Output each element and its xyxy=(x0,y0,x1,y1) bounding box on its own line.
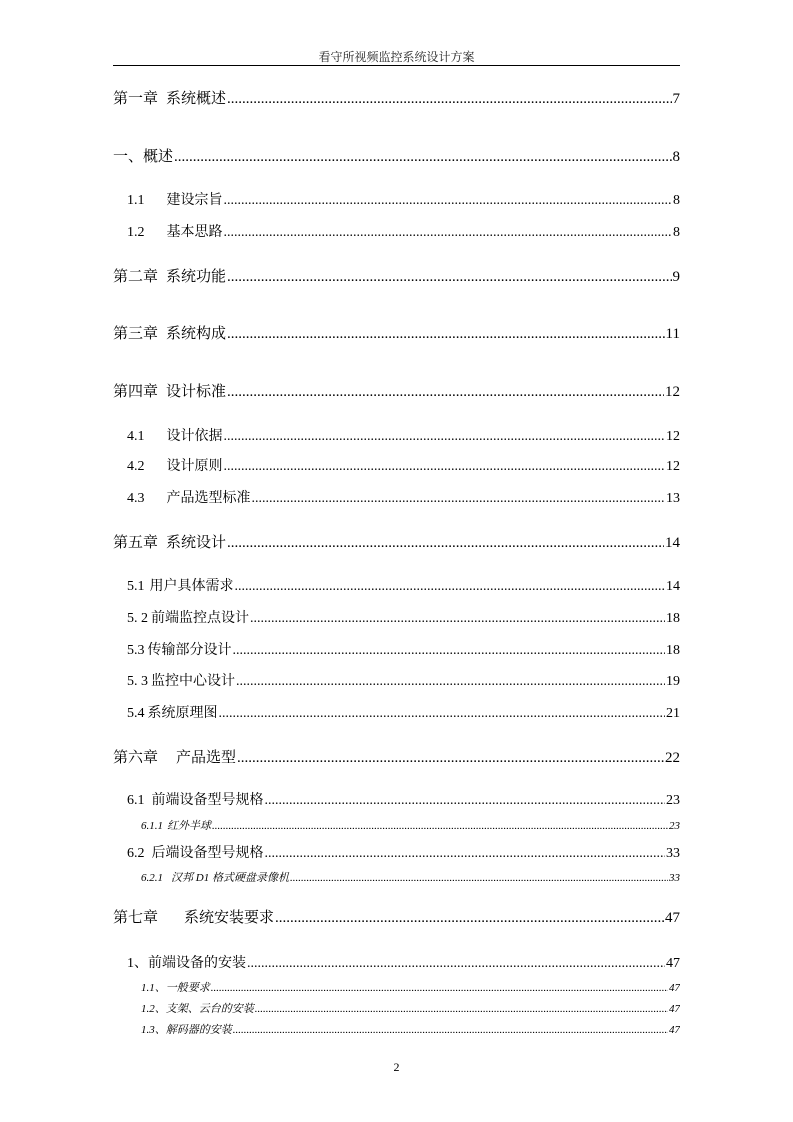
toc-page: 12 xyxy=(666,459,680,474)
toc-title: 系统概述 xyxy=(166,91,227,107)
toc-number: 4.3 xyxy=(127,491,145,506)
toc-leader-dots xyxy=(227,535,664,552)
toc-page: 13 xyxy=(666,491,680,506)
toc-title: 后端设备型号规格 xyxy=(151,846,264,861)
toc-page: 33 xyxy=(669,872,680,884)
toc-number: 1.3、 xyxy=(141,1024,166,1036)
toc-number: 一、 xyxy=(113,149,144,165)
toc-number: 5. 2 xyxy=(127,611,148,626)
toc-leader-dots xyxy=(235,579,666,595)
toc-number: 第一章 xyxy=(113,91,159,107)
toc-page: 14 xyxy=(665,535,680,551)
toc-number: 第七章 xyxy=(113,910,159,926)
toc-title: 系统安装要求 xyxy=(184,910,275,926)
toc-page: 14 xyxy=(666,579,680,594)
toc-number: 第二章 xyxy=(113,269,159,285)
toc-title: 解码器的安装 xyxy=(165,1024,232,1036)
toc-title: 系统功能 xyxy=(166,269,227,285)
toc-leader-dots xyxy=(233,1024,668,1036)
toc-entry-5-4[interactable] xyxy=(127,702,680,722)
toc-leader-dots xyxy=(227,91,671,108)
toc-page: 18 xyxy=(666,643,680,658)
toc-entry-6-1-1[interactable] xyxy=(141,817,680,833)
toc-title: 监控中心设计 xyxy=(151,674,235,689)
page-header-title: 看守所视频监控系统设计方案 xyxy=(318,50,475,64)
toc-title: 传输部分设计 xyxy=(147,643,232,658)
toc-leader-dots xyxy=(212,820,668,832)
toc-entry-7-1-2[interactable] xyxy=(141,1000,680,1016)
toc-title: 建设宗旨 xyxy=(166,193,223,208)
toc-page: 11 xyxy=(665,326,680,342)
toc-title: 前端监控点设计 xyxy=(151,611,249,626)
toc-page: 21 xyxy=(666,706,680,721)
toc-entry-5-3-transport[interactable] xyxy=(127,639,680,659)
toc-number: 6.2.1 xyxy=(141,872,163,884)
toc-number: 5.3 xyxy=(127,643,145,658)
toc-title: 前端设备的安装 xyxy=(148,956,246,971)
toc-title: 设计标准 xyxy=(166,384,227,400)
toc-title: 支架、云台的安装 xyxy=(165,1003,254,1015)
toc-title: 设计原则 xyxy=(166,459,223,474)
toc-leader-dots xyxy=(174,149,671,166)
toc-entry-6-2-1[interactable] xyxy=(141,869,680,885)
toc-leader-dots xyxy=(275,910,664,927)
toc-number: 5. 3 xyxy=(127,674,148,689)
page-number: 2 xyxy=(393,1060,400,1074)
toc-title: 系统构成 xyxy=(166,326,227,342)
toc-leader-dots xyxy=(255,1003,668,1015)
toc-number: 1.1 xyxy=(127,193,145,208)
toc-entry-chapter-7[interactable] xyxy=(113,906,680,927)
toc-title: 一般要求 xyxy=(165,982,210,994)
toc-number: 6.2 xyxy=(127,846,145,861)
toc-title: 红外半球 xyxy=(167,820,211,832)
toc-number: 1.2 xyxy=(127,225,145,240)
toc-number: 第四章 xyxy=(113,384,159,400)
toc-leader-dots xyxy=(233,643,666,659)
toc-page: 19 xyxy=(666,674,680,689)
toc-number: 4.1 xyxy=(127,429,145,444)
toc-leader-dots xyxy=(224,429,666,445)
header-rule xyxy=(113,65,680,66)
toc-page: 47 xyxy=(669,1003,680,1015)
toc-entry-chapter-5[interactable] xyxy=(113,531,680,552)
toc-entry-chapter-1[interactable] xyxy=(113,87,680,108)
toc-title: 产品选型 xyxy=(176,750,237,766)
toc-entry-6-2[interactable] xyxy=(127,842,680,862)
toc-page: 18 xyxy=(666,611,680,626)
toc-leader-dots xyxy=(227,384,664,401)
toc-entry-chapter-3[interactable] xyxy=(113,322,680,343)
toc-title: 概述 xyxy=(143,149,174,165)
toc-leader-dots xyxy=(290,872,668,884)
toc-number: 第五章 xyxy=(113,535,159,551)
toc-leader-dots xyxy=(247,956,665,972)
toc-page: 9 xyxy=(672,269,680,285)
toc-number: 1.2、 xyxy=(141,1003,166,1015)
toc-leader-dots xyxy=(224,459,666,475)
toc-title: 设计依据 xyxy=(166,429,223,444)
toc-page: 47 xyxy=(666,956,680,971)
toc-page: 47 xyxy=(669,1024,680,1036)
toc-page: 33 xyxy=(666,846,680,861)
toc-leader-dots xyxy=(224,225,673,241)
toc-entry-7-1[interactable] xyxy=(127,952,680,972)
toc-page: 8 xyxy=(672,149,680,165)
toc-number: 1、 xyxy=(127,956,148,971)
toc-entry-chapter-2[interactable] xyxy=(113,265,680,286)
toc-entry-4-3[interactable] xyxy=(127,487,680,507)
toc-entry-7-1-1[interactable] xyxy=(141,979,680,995)
toc-leader-dots xyxy=(224,193,673,209)
toc-title: 前端设备型号规格 xyxy=(151,793,264,808)
toc-leader-dots xyxy=(265,846,666,862)
toc-number: 第三章 xyxy=(113,326,159,342)
toc-entry-5-1[interactable] xyxy=(127,575,680,595)
toc-number: 第六章 xyxy=(113,750,159,766)
toc-entry-chapter-6[interactable] xyxy=(113,746,680,767)
toc-title: 用户具体需求 xyxy=(149,579,234,594)
toc-number: 6.1 xyxy=(127,793,145,808)
toc-leader-dots xyxy=(219,706,666,722)
toc-page: 12 xyxy=(665,384,680,400)
toc-entry-4-1[interactable] xyxy=(127,425,680,445)
toc-entry-5-3-center[interactable] xyxy=(127,670,680,690)
toc-entry-chapter-4[interactable] xyxy=(113,380,680,401)
toc-entry-6-1[interactable] xyxy=(127,789,680,809)
toc-entry-5-2[interactable] xyxy=(127,607,680,627)
toc-page: 12 xyxy=(666,429,680,444)
toc-leader-dots xyxy=(236,674,665,690)
toc-number: 5.1 xyxy=(127,579,145,594)
toc-entry-1-1[interactable] xyxy=(127,189,680,209)
toc-number: 4.2 xyxy=(127,459,145,474)
toc-page: 47 xyxy=(665,910,680,926)
toc-title: 系统设计 xyxy=(166,535,227,551)
toc-leader-dots xyxy=(237,750,664,767)
toc-title: 汉邦 D1 格式硬盘录像机 xyxy=(171,872,289,884)
toc-leader-dots xyxy=(211,982,668,994)
toc-leader-dots xyxy=(252,491,666,507)
toc-page: 23 xyxy=(669,820,680,832)
toc-entry-4-2[interactable] xyxy=(127,455,680,475)
toc-entry-overview[interactable] xyxy=(113,145,680,166)
toc-entry-1-2[interactable] xyxy=(127,221,680,241)
toc-entry-7-1-3[interactable] xyxy=(141,1021,680,1037)
toc-leader-dots xyxy=(227,269,671,286)
toc-page: 47 xyxy=(669,982,680,994)
toc-title: 产品选型标准 xyxy=(166,491,251,506)
toc-page: 7 xyxy=(672,91,680,107)
toc-page: 23 xyxy=(666,793,680,808)
toc-page: 8 xyxy=(673,193,680,208)
toc-leader-dots xyxy=(227,326,665,343)
toc-leader-dots xyxy=(250,611,665,627)
toc-number: 6.1.1 xyxy=(141,820,163,832)
toc-number: 1.1、 xyxy=(141,982,166,994)
toc-leader-dots xyxy=(265,793,666,809)
toc-page: 22 xyxy=(665,750,680,766)
toc-page: 8 xyxy=(673,225,680,240)
toc-title: 系统原理图 xyxy=(147,706,218,721)
toc-title: 基本思路 xyxy=(166,225,223,240)
toc-number: 5.4 xyxy=(127,706,145,721)
